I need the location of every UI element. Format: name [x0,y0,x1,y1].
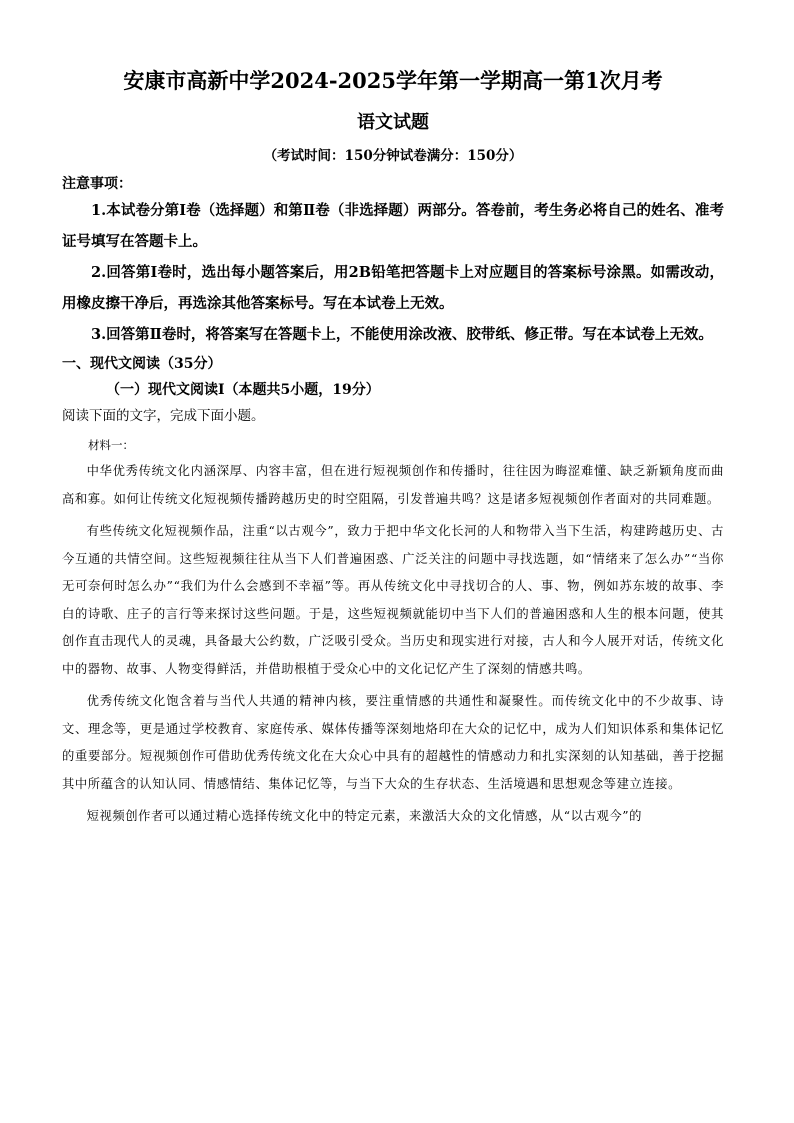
section-heading: 一、现代文阅读（35分） [62,356,222,372]
exam-time-score-info: （考试时间：150分钟试卷满分：150分） [263,148,523,164]
exam-subtitle: 语文试题 [357,112,429,133]
subsection-heading: （一）现代文阅读Ⅰ（本题共5小题，19分） [106,382,380,398]
material-paragraph: 有些传统文化短视频作品，注重“以古观今”，致力于把中华文化长河的人和物带入当下生活，构建跨越历史、古今互通的共情空间。这些短视频往往从当下人们普遍困惑、广泛关注的问题中寻找选题，如“情绪来了怎么办”“当你无可奈何时怎么办”“我们为什么会感到不幸福”等。再从传统文化中寻找切合的人、事、物，例如苏东坡的故事、李白的诗歌、庄子的言行等来探讨这些问题。于是，这些短视频就能切中当下人们的普遍困惑和人生的根本问题，使其创作直击现代人的灵魂，具备最大公约数，广泛吸引受众。当历史和现实进行对接，古人和今人展开对话，传统文化中的器物、故事、人物变得鲜活，并借助根植于受众心中的文化记忆产生了深刻的情感共鸣。 [62,524,724,676]
note-item-3: 3.回答第Ⅱ卷时，将答案写在答题卡上，不能使用涂改液、胶带纸、修正带。写在本试卷上无效。 [91,326,713,343]
note-item-2: 2.回答第Ⅰ卷时，选出每小题答案后，用2B铅笔把答题卡上对应题目的答案标号涂黑。如需改动，用橡皮擦干净后，再选涂其他答案标号。写在本试卷上无效。 [62,264,724,312]
material-paragraph: 中华优秀传统文化内涵深厚、内容丰富，但在进行短视频创作和传播时，往往因为晦涩难懂、缺乏新颖角度而曲高和寡。如何让传统文化短视频传播跨越历史的时空阻隔，引发普遍共鸣？这是诸多短视频创作者面对的共同难题。 [62,464,724,506]
notes-heading: 注意事项： [62,176,132,192]
note-item-1: 1.本试卷分第Ⅰ卷（选择题）和第Ⅱ卷（非选择题）两部分。答卷前，考生务必将自己的姓名、准考证号填写在答题卡上。 [62,202,724,250]
exam-title: 安康市高新中学2024-2025学年第一学期高一第1次月考 [123,68,663,93]
material-paragraph: 优秀传统文化饱含着与当代人共通的精神内核，要注重情感的共通性和凝聚性。而传统文化中的不少故事、诗文、理念等，更是通过学校教育、家庭传承、媒体传播等深刻地烙印在大众的记忆中，成为人们知识体系和集体记忆的重要部分。短视频创作可借助优秀传统文化在大众心中具有的超越性的情感动力和扎实深刻的认知基础，善于挖掘其中所蕴含的认知认同、情感情结、集体记忆等，与当下大众的生存状态、生活境遇和思想观念等建立连接。 [62,694,724,791]
material-label: 材料一： [88,438,134,452]
material-paragraph: 短视频创作者可以通过精心选择传统文化中的特定元素，来激活大众的文化情感，从“以古观今”的 [86,809,643,823]
reading-instruction: 阅读下面的文字，完成下面小题。 [62,408,265,424]
